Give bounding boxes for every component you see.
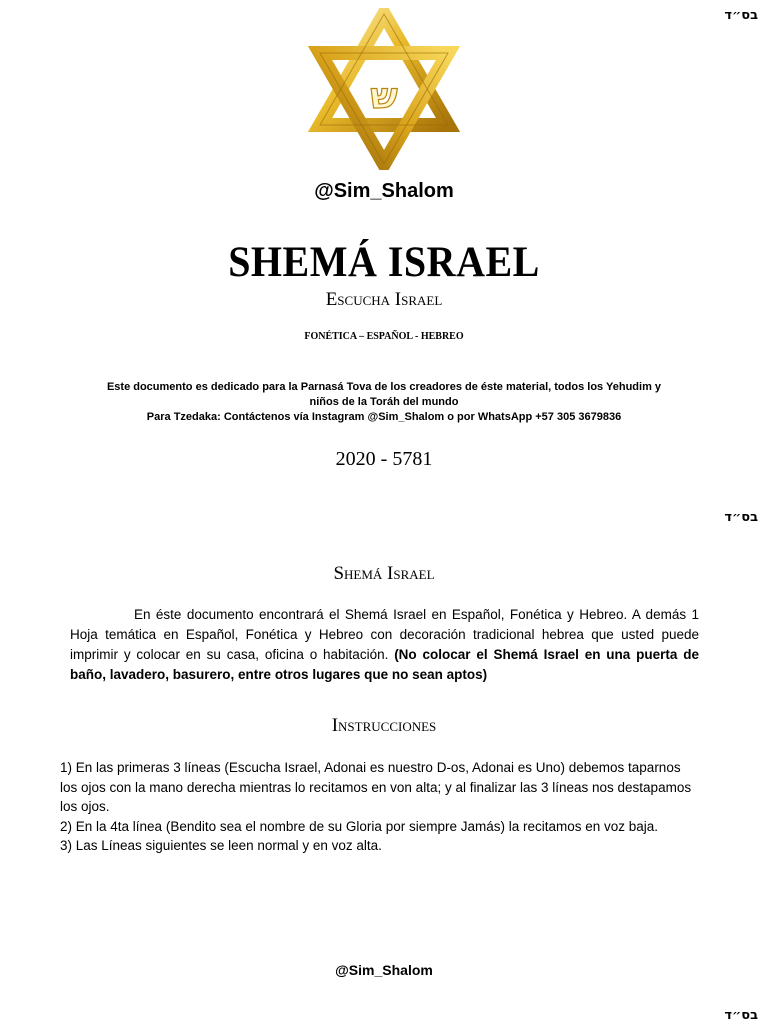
instructions-list [60, 758, 699, 856]
instruction-item: 3) Las Líneas siguientes se leen normal y en voz alta. [60, 838, 382, 853]
instagram-handle: @Sim_Shalom [314, 180, 454, 202]
intro-text: En éste documento encontrará el Shemá Israel en Español, Fonética y Hebreo. A demás 1 Hoja temática en Español, Fonética y Hebreo con decoración tradicional hebrea que usted puede imprimir y colocar en su casa, oficina o habitación. [70, 607, 699, 662]
section-heading-instructions: Instrucciones [331, 715, 437, 736]
dedication-line: Este documento es dedicado para la Parnasá Tova de los creadores de éste material, todos los Yehudim y [106, 381, 662, 393]
section-heading-shema: Shemá Israel [333, 563, 435, 584]
dedication-line: niños de la Toráh del mundo [309, 396, 459, 408]
shin-letter: ש [370, 76, 398, 117]
instruction-item: 1) En las primeras 3 líneas (Escucha Israel, Adonai es nuestro D-os, Adonai es Uno) debemos taparnos los ojos con la mano derecha mientras lo recitamos en von alta; y al finalizar las 3 líneas nos destapamos los ojos. [60, 760, 692, 814]
header-mark: בס״ד [724, 8, 758, 23]
header-mark: בס״ד [724, 510, 758, 525]
star-of-david-logo [308, 8, 460, 170]
document-subtitle: Escucha Israel [325, 289, 443, 310]
dedication-line: Para Tzedaka: Contáctenos vía Instagram @Sim_Shalom o por WhatsApp +57 305 3679836 [146, 411, 622, 423]
document-title: SHEMÁ ISRAEL [228, 237, 540, 286]
intro-paragraph [70, 605, 699, 685]
languages-line: FONÉTICA – ESPAÑOL - HEBREO [304, 331, 464, 342]
footer-handle: @Sim_Shalom [335, 962, 433, 978]
instruction-item: 2) En la 4ta línea (Bendito sea el nombre de su Gloria por siempre Jamás) la recitamos en voz baja. [60, 818, 659, 834]
header-mark: בס״ד [724, 1008, 758, 1023]
dedication [0, 380, 768, 425]
year: 2020 - 5781 [335, 448, 433, 470]
intro-warning: (No colocar el Shemá Israel en una puerta de baño, lavadero, basurero, entre otros lugares que no sean aptos) [70, 647, 699, 682]
